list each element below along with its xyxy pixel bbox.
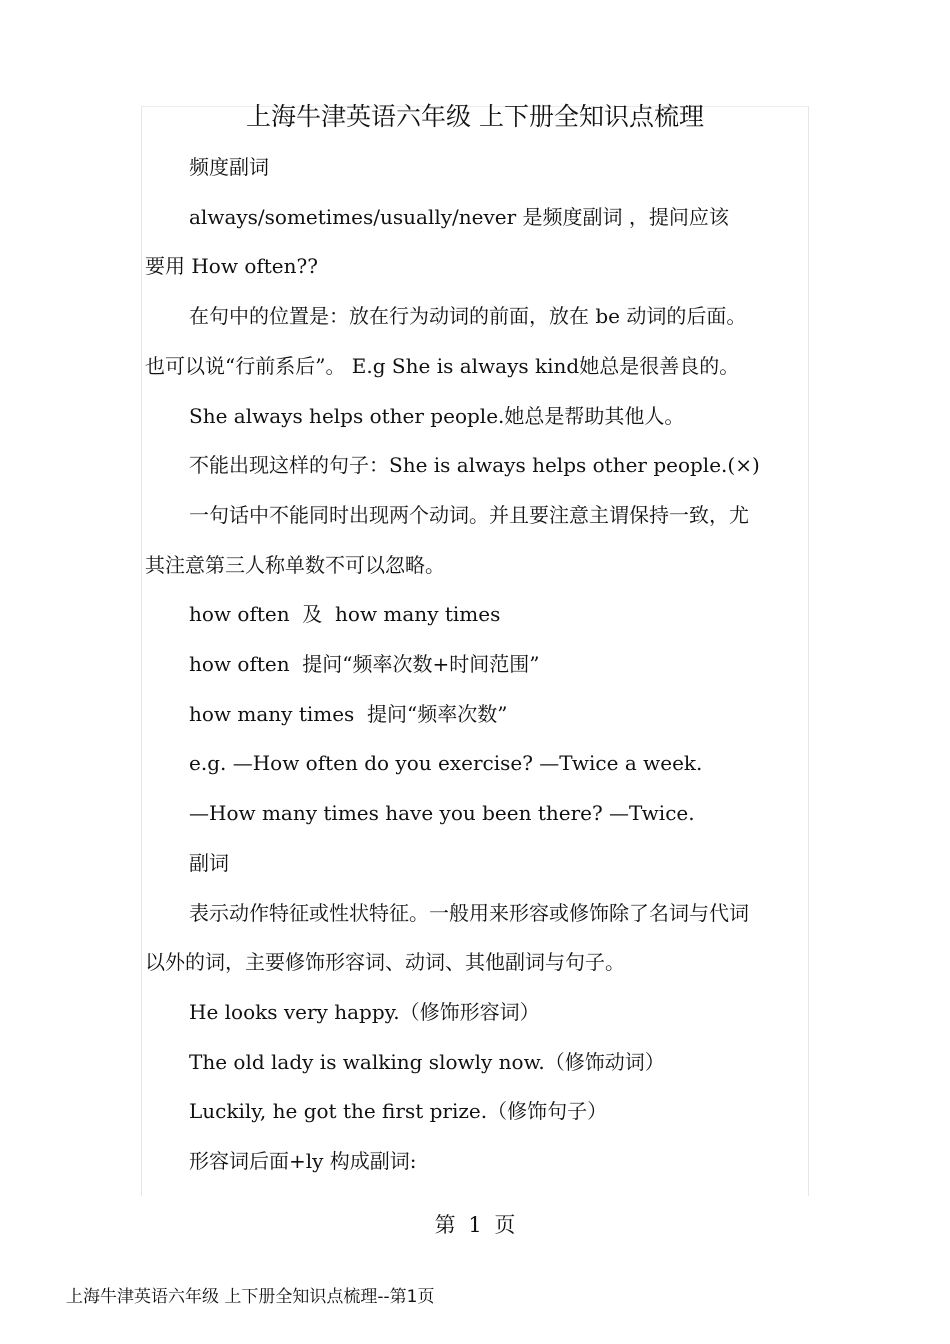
paragraph-line: 一句话中不能同时出现两个动词。并且要注意主谓保持一致，尤 xyxy=(189,502,749,527)
paragraph-line: 要用 How often?? xyxy=(145,254,318,279)
paragraph-line: 在句中的位置是：放在行为动词的前面，放在 be 动词的后面。 xyxy=(189,304,747,329)
document-title: 上海牛津英语六年级 上下册全知识点梳理 xyxy=(246,102,704,131)
paragraph-line: 其注意第三人称单数不可以忽略。 xyxy=(145,552,445,577)
page-number: 第 1 页 xyxy=(434,1213,516,1237)
footer-caption: 上海牛津英语六年级 上下册全知识点梳理--第1页 xyxy=(66,1287,435,1307)
example-sentence: She always helps other people.她总是帮助其他人。 xyxy=(189,403,685,428)
heading-adverbs: 副词 xyxy=(189,850,229,875)
example-sentence: Luckily, he got the first prize.（修饰句子） xyxy=(189,1099,608,1124)
paragraph-line: how often 及 how many times xyxy=(189,602,501,627)
paragraph-line: how often 提问“频率次数+时间范围” xyxy=(189,652,540,677)
paragraph-line: how many times 提问“频率次数” xyxy=(189,701,508,726)
example-sentence: He looks very happy.（修饰形容词） xyxy=(189,999,540,1024)
document-body xyxy=(145,143,809,1187)
paragraph-line: 也可以说“行前系后”。 E.g She is always kind她总是很善良的。 xyxy=(145,353,740,378)
example-sentence: The old lady is walking slowly now.（修饰动词） xyxy=(189,1049,665,1074)
example-sentence: —How many times have you been there? —Twice. xyxy=(189,801,695,826)
example-sentence: e.g. —How often do you exercise? —Twice a week. xyxy=(189,751,703,776)
paragraph-line: 不能出现这样的句子：She is always helps other people.(×) xyxy=(189,453,760,478)
heading-frequency-adverbs: 频度副词 xyxy=(189,155,269,179)
paragraph-line: always/sometimes/usually/never 是频度副词 ，提问应该 xyxy=(189,204,729,229)
paragraph-line: 形容词后面+ly 构成副词: xyxy=(189,1149,417,1174)
paragraph-line: 表示动作特征或性状特征。一般用来形容或修饰除了名词与代词 xyxy=(189,900,749,925)
page-frame-left xyxy=(141,106,142,1196)
paragraph-line: 以外的词，主要修饰形容词、动词、其他副词与句子。 xyxy=(145,950,625,975)
